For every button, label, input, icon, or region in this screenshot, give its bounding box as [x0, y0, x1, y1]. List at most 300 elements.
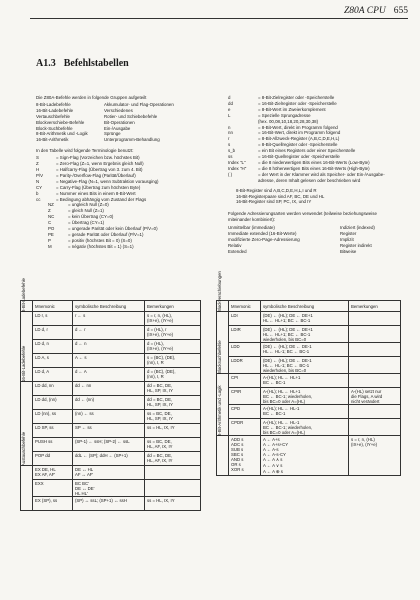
addressing-left: Unmittelbar (immediate)	[228, 225, 275, 231]
mnemonic-cell	[33, 424, 73, 438]
condition-definitions	[48, 202, 174, 249]
addressing-modes	[228, 225, 394, 255]
condition-item-desc: = négativ (höchstes Bit = 1) (S=1)	[68, 243, 134, 249]
mnemonic: LD SP, ss	[35, 424, 54, 430]
description: wiederholen, bis BC=0	[263, 367, 307, 373]
header-description: symbolische Beschreibung	[73, 301, 145, 312]
group-right: Akkumulator- und Flag-Operationen	[104, 101, 174, 107]
header-rule	[30, 18, 408, 19]
notes-cell	[145, 438, 201, 452]
note: die Flags, A wird	[351, 393, 383, 399]
group-left: 8-Bit-Ladebefehle	[36, 101, 71, 107]
note: d = (HL),	[147, 340, 164, 346]
notes-cell	[349, 405, 401, 419]
symbol-item-desc: = die 8 höherwertigen Bits eines 16-Bit-Werts (High-Byte)	[258, 165, 370, 171]
description: HL ← HL+1; BC ← BC-1	[263, 331, 311, 337]
mnemonic-cell	[33, 438, 73, 452]
mnemonic: EXX	[35, 480, 44, 486]
mnemonic-cell	[229, 357, 261, 374]
table-row	[21, 368, 201, 382]
symbol-definitions	[228, 95, 394, 184]
addressing-left: Extended	[228, 248, 247, 254]
mnemonic-cell	[33, 312, 73, 326]
notes-cell	[145, 326, 201, 340]
instruction-groups	[36, 102, 174, 143]
group-label: Austauschbefehle	[21, 431, 26, 466]
note: d = (HL), r	[147, 326, 167, 332]
mnemonic: LD dd, (nn)	[35, 396, 57, 402]
symbol-item-desc: = 8-Bit-Quellregister oder -Speicherstelle	[258, 142, 338, 148]
table-row	[21, 354, 201, 368]
notes-cell	[145, 396, 201, 410]
mnemonic: CPD	[231, 405, 241, 411]
mnemonic: SUB s	[231, 446, 244, 452]
table-row	[21, 452, 201, 466]
table-header-row	[21, 301, 201, 312]
mnemonic: CPDR	[231, 419, 244, 425]
left-instruction-table-wrap	[20, 278, 201, 511]
notes-cell	[349, 343, 401, 357]
page-header	[0, 6, 408, 16]
mnemonic-cell	[33, 326, 73, 340]
description: d ← A	[75, 368, 87, 374]
symbol-item-key: d	[228, 95, 231, 100]
note: A-(HL) setzt nur	[351, 388, 382, 394]
mnemonic-cell	[33, 480, 73, 497]
mnemonic-cell	[33, 410, 73, 424]
mnemonic-cell	[229, 405, 261, 419]
mnemonic-cell	[229, 419, 261, 436]
header-notes: Bemerkungen	[349, 301, 401, 312]
mnemonic: LDDR	[231, 357, 243, 363]
description-cell	[73, 452, 145, 466]
description: (SP) ↔ ssL; (SP+1) ↔ ssH	[75, 497, 127, 503]
description-cell	[73, 466, 145, 480]
description-cell	[73, 354, 145, 368]
mnemonic-cell	[229, 388, 261, 405]
description: HL ← HL-1; BC ← BC-1	[263, 348, 310, 354]
symbol-item-desc: = der Wert in der Klammer wird als Speicher- oder Ein-/Ausgabe-	[258, 171, 385, 177]
condition-item-key: NC	[48, 214, 55, 220]
note: (IX+e), (IY+e)	[147, 345, 174, 351]
condition-item-key: PE	[48, 231, 54, 237]
description-cell	[261, 343, 349, 357]
addressing-intro: Folgende Adressierungsarten werden verwendet (teilweise beziehungsweise miteinander kombiniert):	[228, 211, 377, 223]
mnemonic-cell	[229, 436, 261, 476]
mnemonic: LD (nn), ss	[35, 410, 57, 416]
condition-item-key: M	[48, 243, 52, 249]
table-row	[217, 405, 401, 419]
symbol-item-key: Index "H"	[228, 165, 247, 171]
table-row	[217, 326, 401, 343]
description: A-(HL); HL ← HL+1	[263, 374, 301, 380]
mnemonic: POP dd	[35, 452, 50, 458]
condition-item-key: NZ	[48, 202, 54, 208]
description: (nn) ← ss	[75, 410, 94, 416]
description: HL ← HL+1; BC ← BC-1	[263, 317, 311, 323]
mnemonic: ADD s	[231, 436, 244, 442]
description: BC ← BC-1; wiederholen,	[263, 424, 313, 430]
page-number: 655	[393, 6, 408, 16]
condition-item-desc: = gerade Parität oder Überlauf (P/V=1)	[68, 231, 144, 237]
symbol-item-key: dd	[228, 100, 233, 106]
symbol-item-desc: = Spezielle Sprungadresse	[258, 112, 311, 118]
table-row	[21, 326, 201, 340]
running-title: Z80A CPU	[343, 6, 386, 16]
description-cell	[261, 357, 349, 374]
mnemonic-cell	[229, 312, 261, 326]
mnemonic: AND s	[231, 456, 244, 462]
group-label: 8-Bit-Arithmetik und -Logik	[217, 385, 222, 436]
note: (IX+e), (IY+e)	[351, 441, 378, 447]
group-right: Ein-/Ausgabe	[104, 125, 131, 131]
group-left: 8-Bit-Arithmetik und -Logik	[36, 131, 88, 137]
flag-item-key: P/V	[36, 172, 44, 178]
note: d = (BC), (DE),	[147, 368, 176, 374]
notes-cell	[145, 480, 201, 497]
note: (nn), I, R	[147, 359, 164, 365]
note: s = r, n, (HL)	[351, 436, 375, 442]
mnemonic-cell	[229, 326, 261, 343]
right-instruction-table	[216, 271, 401, 476]
group-row	[36, 137, 174, 143]
symbol-item-key: Index "L"	[228, 159, 246, 165]
flag-item-desc: = Parity-/Overflow-Flag (Parität/Überlauf)	[56, 172, 136, 178]
symbol-item-key: nn	[228, 130, 233, 136]
table-row	[21, 438, 201, 452]
section-number: A1.3	[36, 58, 56, 69]
symbol-item-desc: = 16-Bit-Zielregister oder -Speicherstelle	[258, 100, 337, 106]
symbol-item-desc: = 8-Bit-Zielregister oder -Speicherstelle	[258, 95, 335, 100]
intro-text: Die Z80A-Befehle werden in folgende Gruppen aufgeteilt	[36, 95, 147, 100]
mnemonic-cell	[33, 354, 73, 368]
description-cell	[261, 388, 349, 405]
description-cell	[261, 312, 349, 326]
note: dd = BC, DE,	[147, 452, 173, 458]
description: HL HL'	[75, 490, 88, 496]
symbol-item-desc: = 8-Bit-Allzweck-Register (A,B,C,D,E,H,L)	[258, 136, 340, 142]
notes-cell	[349, 388, 401, 405]
notes-cell	[145, 312, 201, 326]
left-instruction-table	[20, 278, 201, 511]
description: BC ← BC-1	[263, 410, 286, 416]
note: s = r, n, (HL),	[147, 312, 172, 318]
note: (IX+e), (IY+e)	[147, 331, 174, 337]
condition-item-desc: = Übertrag (CY=1)	[68, 220, 105, 226]
group-label-cell	[217, 385, 229, 476]
table-row	[21, 466, 201, 480]
description-cell	[261, 419, 349, 436]
addressing-row	[228, 249, 394, 255]
table-row	[21, 396, 201, 410]
description: A ← A-s-CY	[263, 451, 286, 457]
description-cell	[73, 382, 145, 396]
symbol-item-key: r	[228, 136, 230, 142]
flag-item-key: b	[36, 190, 39, 196]
mnemonic-cell	[229, 343, 261, 357]
notes-cell	[145, 452, 201, 466]
description-cell	[73, 396, 145, 410]
table-header-row	[217, 301, 401, 312]
note: ss = HL, IX, IY	[147, 497, 175, 503]
addressing-left: modifizierte Zero-Page-Adressierung	[228, 236, 300, 242]
symbol-item-key: n	[228, 124, 231, 130]
mnemonic: LD d, n	[35, 340, 49, 346]
group-left: Vertauschbefehle	[36, 113, 70, 119]
description: r ← s	[75, 312, 86, 318]
group-label: 8-Bit-Ladebefehle	[21, 278, 26, 312]
description-cell	[261, 405, 349, 419]
description-cell	[261, 436, 349, 476]
symbol-item-key: L	[228, 112, 231, 118]
notes-cell	[349, 419, 401, 436]
flag-item-desc: = Halfcarry-Flag (Übertrag von 3. zum 4. Bit)	[56, 166, 143, 172]
mnemonic: ADC s	[231, 441, 244, 447]
description-cell	[73, 424, 145, 438]
description: bis BC=0 oder A=(HL)	[263, 398, 306, 404]
register-note: 8-Bit-Register sind A,B,C,D,E,H,L,I und R	[236, 187, 317, 193]
note: s = (BC), (DE),	[147, 354, 176, 360]
symbol-item-key: e	[228, 106, 231, 112]
right-instruction-table-wrap	[216, 271, 401, 476]
right-text-column	[228, 95, 394, 255]
mnemonic-cell	[33, 466, 73, 480]
table-row	[21, 497, 201, 511]
addressing-right: Implizit	[340, 236, 354, 242]
mnemonic: CPI	[231, 374, 239, 380]
description: BC ← BC-1; wiederholen,	[263, 393, 313, 399]
condition-item-desc: = gleich Null (Z=1)	[68, 208, 104, 214]
description-cell	[73, 312, 145, 326]
note: (IX+e), (IY+e)	[147, 317, 174, 323]
group-right: Bit-Operationen	[104, 119, 135, 125]
table-row	[21, 424, 201, 438]
symbol-item-desc: = die 8 niederwertigen Bits eines 16-Bit-Werts (Low-Byte)	[258, 159, 370, 165]
mnemonic: EX DE, HL	[35, 466, 56, 472]
mnemonic-cell	[33, 382, 73, 396]
description-cell	[73, 480, 145, 497]
note: (nn), I, R	[147, 373, 164, 379]
header-description: symbolische Beschreibung	[261, 301, 349, 312]
mnemonic: LDD	[231, 343, 240, 349]
table-row	[21, 410, 201, 424]
header-notes: Bemerkungen	[145, 301, 201, 312]
notes-cell	[349, 436, 401, 476]
mnemonic: LD dd, nn	[35, 382, 54, 388]
mnemonic-cell	[33, 396, 73, 410]
notes-cell	[349, 357, 401, 374]
condition-item	[48, 244, 174, 250]
table-row	[217, 374, 401, 388]
note: dd = BC, DE,	[147, 382, 173, 388]
mnemonic-cell	[33, 368, 73, 382]
mnemonic: OR s	[231, 461, 241, 467]
group-right: Verschiedenes	[104, 107, 133, 113]
description: A ← A+s+CY	[263, 441, 289, 447]
description: A ← A ∨ s	[263, 462, 283, 468]
addressing-right: Register	[340, 231, 357, 237]
symbol-item-desc: = 16-Bit-Wert, direkt im Programm folgend	[258, 130, 341, 136]
group-left: 16-Bit-Arithmetik	[36, 137, 69, 143]
symbol-item-key: ( )	[228, 171, 233, 177]
mnemonic: LD A, s	[35, 354, 49, 360]
addressing-right: Indiziert (indexed)	[340, 225, 375, 231]
left-text-column	[36, 95, 174, 250]
table-row	[217, 343, 401, 357]
symbol-item	[228, 178, 394, 184]
register-notes	[236, 188, 394, 206]
symbol-item-desc: = 8-Bit-Wert, direkt im Programm folgend	[258, 124, 338, 130]
group-right: Sprünge	[104, 131, 121, 137]
symbol-item-desc: adresse, deren Inhalt gelesen oder beschrieben wird	[258, 177, 361, 183]
table-row	[21, 340, 201, 354]
mnemonic: SBC s	[231, 451, 244, 457]
description: A-(HL); HL ← HL-1	[263, 405, 300, 411]
group-label: Blockverschiebungen	[217, 271, 222, 312]
note: HL, SP, IX, IY	[147, 401, 173, 407]
section-heading: Befehlstabellen	[63, 58, 129, 69]
notes-cell	[145, 410, 201, 424]
flag-item-desc: = Bedingung abhängig vom Zustand der Flags	[56, 196, 147, 202]
flag-item-key: S	[36, 155, 39, 161]
notes-cell	[349, 312, 401, 326]
description: BC ← BC-1	[263, 379, 286, 385]
flag-item-key: CY	[36, 184, 43, 190]
table-row	[217, 312, 401, 326]
notes-cell	[145, 368, 201, 382]
notes-cell	[145, 466, 201, 480]
terminology-intro: In den Tabelle wird folgende Terminologie benutzt:	[36, 148, 134, 154]
description: (DE) ← (HL); DE ← DE+1	[263, 312, 313, 318]
flag-item-desc: = Sign-Flag (Vorzeichen bzw. höchstes Bit)	[56, 155, 140, 161]
note: ss = BC, DE,	[147, 410, 172, 416]
note: HL, AF, IX, IY	[147, 443, 173, 449]
description: (SP-1) ← ssH; (SP-2) ← ssL	[75, 438, 130, 444]
symbol-item-desc: = ein Bit eines Registers oder einer Speicherstelle	[258, 148, 356, 154]
mnemonic-cell	[229, 374, 261, 388]
addressing-right: Bitweise	[340, 248, 357, 254]
symbol-item-key: ss	[228, 154, 233, 160]
flag-item-desc: = Negative-Flag (N=1, wenn Subtraktion vorausging)	[56, 178, 159, 184]
note: ss = BC, DE,	[147, 438, 172, 444]
description: (DE) ← (HL); DE ← DE+1	[263, 326, 313, 332]
addressing-left: Relativ	[228, 242, 242, 248]
notes-cell	[349, 326, 401, 343]
description: bis BC=0 oder A=(HL)	[263, 429, 306, 435]
description: A ← A ∧ s	[263, 456, 283, 462]
group-left: 16-Bit-Ladebefehle	[36, 107, 74, 113]
mnemonic: LDI	[231, 312, 238, 318]
condition-item-key: Z	[48, 208, 51, 214]
mnemonic: LD r, s	[35, 312, 48, 318]
addressing-right: Register indirekt	[340, 242, 372, 248]
notes-cell	[145, 382, 201, 396]
description: wiederholen, bis BC=0	[263, 336, 307, 342]
description: (DE) ← (HL); DE ← DE-1	[263, 343, 312, 349]
description: A ← A-s	[263, 446, 279, 452]
description: BC BC'	[75, 480, 89, 486]
description: (DE) ← (HL); DE ← DE-1	[263, 357, 312, 363]
flag-item-desc: = Zero-Flag (Z=1, wenn Ergebnis gleich Null)	[56, 161, 144, 167]
mnemonic: LD d, A	[35, 368, 50, 374]
condition-item-desc: = ungerade Parität oder kein Überlauf (P/V=0)	[68, 226, 158, 232]
flag-item-desc: = Nummer eines Bits in einem 8-Bit-Wert	[56, 190, 136, 196]
note: HL, AF, IX, IY	[147, 457, 173, 463]
section-title	[36, 58, 137, 69]
description: d ← n	[75, 340, 87, 346]
description-cell	[73, 438, 145, 452]
description: A-(HL); HL ← HL-1	[263, 419, 300, 425]
notes-cell	[145, 497, 201, 511]
mnemonic-cell	[33, 497, 73, 511]
notes-cell	[349, 374, 401, 388]
condition-item-desc: = positiv (höchstes Bit = 0) (S=0)	[68, 237, 132, 243]
group-left: Block-Suchbefehle	[36, 125, 73, 131]
mnemonic: CPIR	[231, 388, 242, 394]
flag-item-key: Z	[36, 161, 39, 167]
symbol-item-desc: (hex. 00,08,10,18,20,28,30,38)	[258, 118, 319, 124]
description-cell	[261, 374, 349, 388]
symbol-item-key: s	[228, 142, 231, 148]
group-label-cell	[21, 431, 33, 511]
note: dd = BC, DE,	[147, 396, 173, 402]
description-cell	[73, 340, 145, 354]
addressing-left: Immediate extended (16-Bit-Werte)	[228, 231, 297, 237]
mnemonic-cell	[33, 340, 73, 354]
condition-item-desc: = ungleich Null (Z=0)	[68, 202, 109, 208]
description-cell	[73, 497, 145, 511]
mnemonic-cell	[33, 452, 73, 466]
symbol-item-key: s_b	[228, 148, 236, 154]
note: ss = HL, IX, IY	[147, 424, 175, 430]
table-row	[21, 480, 201, 497]
register-note: 16-Bit-Register sind SP, PC, IX, und IY	[236, 199, 312, 205]
description-cell	[73, 368, 145, 382]
flag-item-desc: = Carry-Flag (Übertrag zum höchsten Byte)	[56, 184, 141, 190]
symbol-item-desc: = 16-Bit-Quellregister oder -Speicherstelle	[258, 154, 340, 160]
header-mnemonic: Mnemonic	[33, 301, 73, 312]
flag-item-key: N	[36, 178, 40, 184]
group-left: Blockverschiebe-Befehle	[36, 119, 85, 125]
mnemonic: EX (SP), ss	[35, 497, 58, 503]
description: DE ↔ DE'	[75, 485, 95, 491]
description: A ← s	[75, 354, 87, 360]
description: SP ← ss	[75, 424, 92, 430]
note: HL, SP, IX, IY	[147, 387, 173, 393]
table-row	[21, 312, 201, 326]
header-mnemonic: Mnemonic	[229, 301, 261, 312]
group-right: Unterprogramm-Behandlung	[104, 137, 160, 143]
notes-cell	[145, 354, 201, 368]
mnemonic: XOR s	[231, 466, 244, 472]
description: A-(HL); HL ← HL+1	[263, 388, 301, 394]
description: AF ↔ AF'	[75, 471, 94, 477]
mnemonic: LD d, r	[35, 326, 48, 332]
group-label: Blocksuchbefehle	[217, 340, 222, 374]
table-row	[217, 436, 401, 476]
flag-definitions	[36, 155, 174, 202]
register-note: 16-Bit-Registerpaare sind AF, BC, DE und HL	[236, 193, 325, 199]
description: dd ← (nn)	[75, 396, 95, 402]
table-row	[217, 388, 401, 405]
description: d ← r	[75, 326, 86, 332]
description: ddL ← (SP); ddH ← (SP+1)	[75, 452, 128, 458]
group-label: 16-Bit-Ladebefehle	[21, 345, 26, 382]
mnemonic: LDIR	[231, 326, 241, 332]
notes-cell	[145, 424, 201, 438]
note: nicht verändert	[351, 398, 380, 404]
description: dd ← nn	[75, 382, 92, 388]
